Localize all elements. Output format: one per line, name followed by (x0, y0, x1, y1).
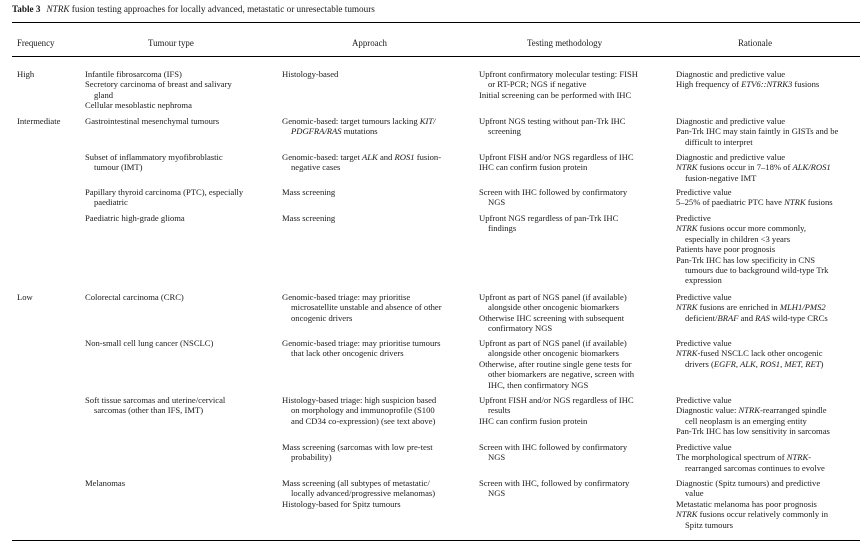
rationale-melanoma: Diagnostic (Spitz tumours) and predictive value Metastatic melanoma has poor prognosis NTRK fusions occur relatively commonly in Spitz tumours (676, 478, 829, 530)
testing-nsclc: Upfront as part of NGS panel (if available) alongside other oncogenic biomarkers Otherwise, after routine single gene tests for other biomarkers are negative, screen with IHC, then confirmatory NGS (479, 338, 635, 390)
approach-crc: Genomic-based triage: may prioritise microsatellite unstable and absence of other oncogenic drivers (282, 292, 442, 323)
testing-sts-mass: Screen with IHC followed by confirmatory NGS (479, 442, 628, 463)
table-caption (12, 4, 375, 14)
top-rule (12, 22, 860, 23)
tumour-gist: Gastrointestinal mesenchymal tumours (85, 116, 220, 126)
approach-sts: Histology-based triage: high suspicion based on morphology and immunoprofile (S100 and CD34 co-expression) (see text above) (282, 395, 437, 426)
testing-melanoma: Screen with IHC, followed by confirmatory NGS (479, 478, 630, 499)
testing-ptc: Screen with IHC followed by confirmatory NGS (479, 187, 628, 208)
rationale-imt: Diagnostic and predictive value NTRK fusions occur in 7–18% of ALK/ROS1 fusion-negative IMT (676, 152, 831, 183)
testing-ifs: Upfront confirmatory molecular testing: FISH or RT-PCR; NGS if negative Initial screening can be performed with IHC (479, 69, 638, 100)
approach-sts-mass: Mass screening (sarcomas with low pre-test probability) (282, 442, 433, 463)
approach-melanoma: Mass screening (all subtypes of metastatic/ locally advanced/progressive melanomas) Histology-based for Spitz tumours (282, 478, 436, 509)
rationale-glioma: Predictive NTRK fusions occur more commonly, especially in children <3 years Patients have poor prognosis Pan-Trk IHC has low specificity in CNS tumours due to background wild-type Trk expression (676, 213, 829, 286)
group-low: Low (17, 292, 33, 302)
approach-gist: Genomic-based: target tumours lacking KIT/ PDGFRA/RAS mutations (282, 116, 436, 137)
header-approach: Approach (352, 38, 387, 48)
rationale-gist: Diagnostic and predictive value Pan-Trk IHC may stain faintly in GISTs and be difficult to interpret (676, 116, 839, 147)
header-rationale: Rationale (738, 38, 773, 48)
testing-gist: Upfront NGS testing without pan-Trk IHC screening (479, 116, 626, 137)
tumour-ifs: Infantile fibrosarcoma (IFS) Secretory carcinoma of breast and salivary gland Cellular mesoblastic nephroma (85, 69, 232, 111)
rationale-ptc: Predictive value 5–25% of paediatric PTC have NTRK fusions (676, 187, 833, 208)
approach-ifs: Histology-based (282, 69, 339, 79)
testing-crc: Upfront as part of NGS panel (if available) alongside other oncogenic biomarkers Otherwise IHC screening with subsequent confirmatory NGS (479, 292, 627, 334)
rationale-crc: Predictive value NTRK fusions are enriched in MLH1/PMS2 deficient/BRAF and RAS wild-type CRCs (676, 292, 828, 323)
rationale-sts: Predictive value Diagnostic value: NTRK-rearranged spindle cell neoplasm is an emerging entity Pan-Trk IHC has low sensitivity in sarcomas (676, 395, 830, 437)
tumour-nsclc: Non-small cell lung cancer (NSCLC) (85, 338, 214, 348)
group-intermediate: Intermediate (17, 116, 61, 126)
rationale-nsclc: Predictive value NTRK-fused NSCLC lack other oncogenic drivers (EGFR, ALK, ROS1, MET, RET) (676, 338, 824, 369)
tumour-ptc: Papillary thyroid carcinoma (PTC), especially paediatric (85, 187, 244, 208)
tumour-melanoma: Melanomas (85, 478, 126, 488)
group-high: High (17, 69, 35, 79)
table-title-italic: NTRK (46, 4, 70, 14)
testing-sts: Upfront FISH and/or NGS regardless of IHC results IHC can confirm fusion protein (479, 395, 634, 426)
table-label: Table 3 (12, 4, 41, 14)
testing-glioma: Upfront NGS regardless of pan-Trk IHC findings (479, 213, 619, 234)
testing-imt: Upfront FISH and/or NGS regardless of IHC IHC can confirm fusion protein (479, 152, 634, 173)
header-tumour-type: Tumour type (148, 38, 194, 48)
table-title: fusion testing approaches for locally advanced, metastatic or unresectable tumours (69, 4, 375, 14)
rationale-ifs: Diagnostic and predictive value High frequency of ETV6::NTRK3 fusions (676, 69, 820, 90)
rationale-sts-mass: Predictive value The morphological spectrum of NTRK- rearranged sarcomas continues to evolve (676, 442, 825, 473)
tumour-glioma: Paediatric high-grade glioma (85, 213, 185, 223)
tumour-crc: Colorectal carcinoma (CRC) (85, 292, 184, 302)
header-frequency: Frequency (17, 38, 55, 48)
approach-imt: Genomic-based: target ALK and ROS1 fusion- negative cases (282, 152, 442, 173)
approach-glioma: Mass screening (282, 213, 336, 223)
bottom-rule (12, 540, 860, 541)
tumour-imt: Subset of inflammatory myofibroblastic tumour (IMT) (85, 152, 223, 173)
approach-nsclc: Genomic-based triage: may prioritise tumours that lack other oncogenic drivers (282, 338, 441, 359)
tumour-sts: Soft tissue sarcomas and uterine/cervical sarcomas (other than IFS, IMT) (85, 395, 226, 416)
header-testing-methodology: Testing methodology (527, 38, 603, 48)
header-rule (12, 56, 860, 57)
approach-ptc: Mass screening (282, 187, 336, 197)
